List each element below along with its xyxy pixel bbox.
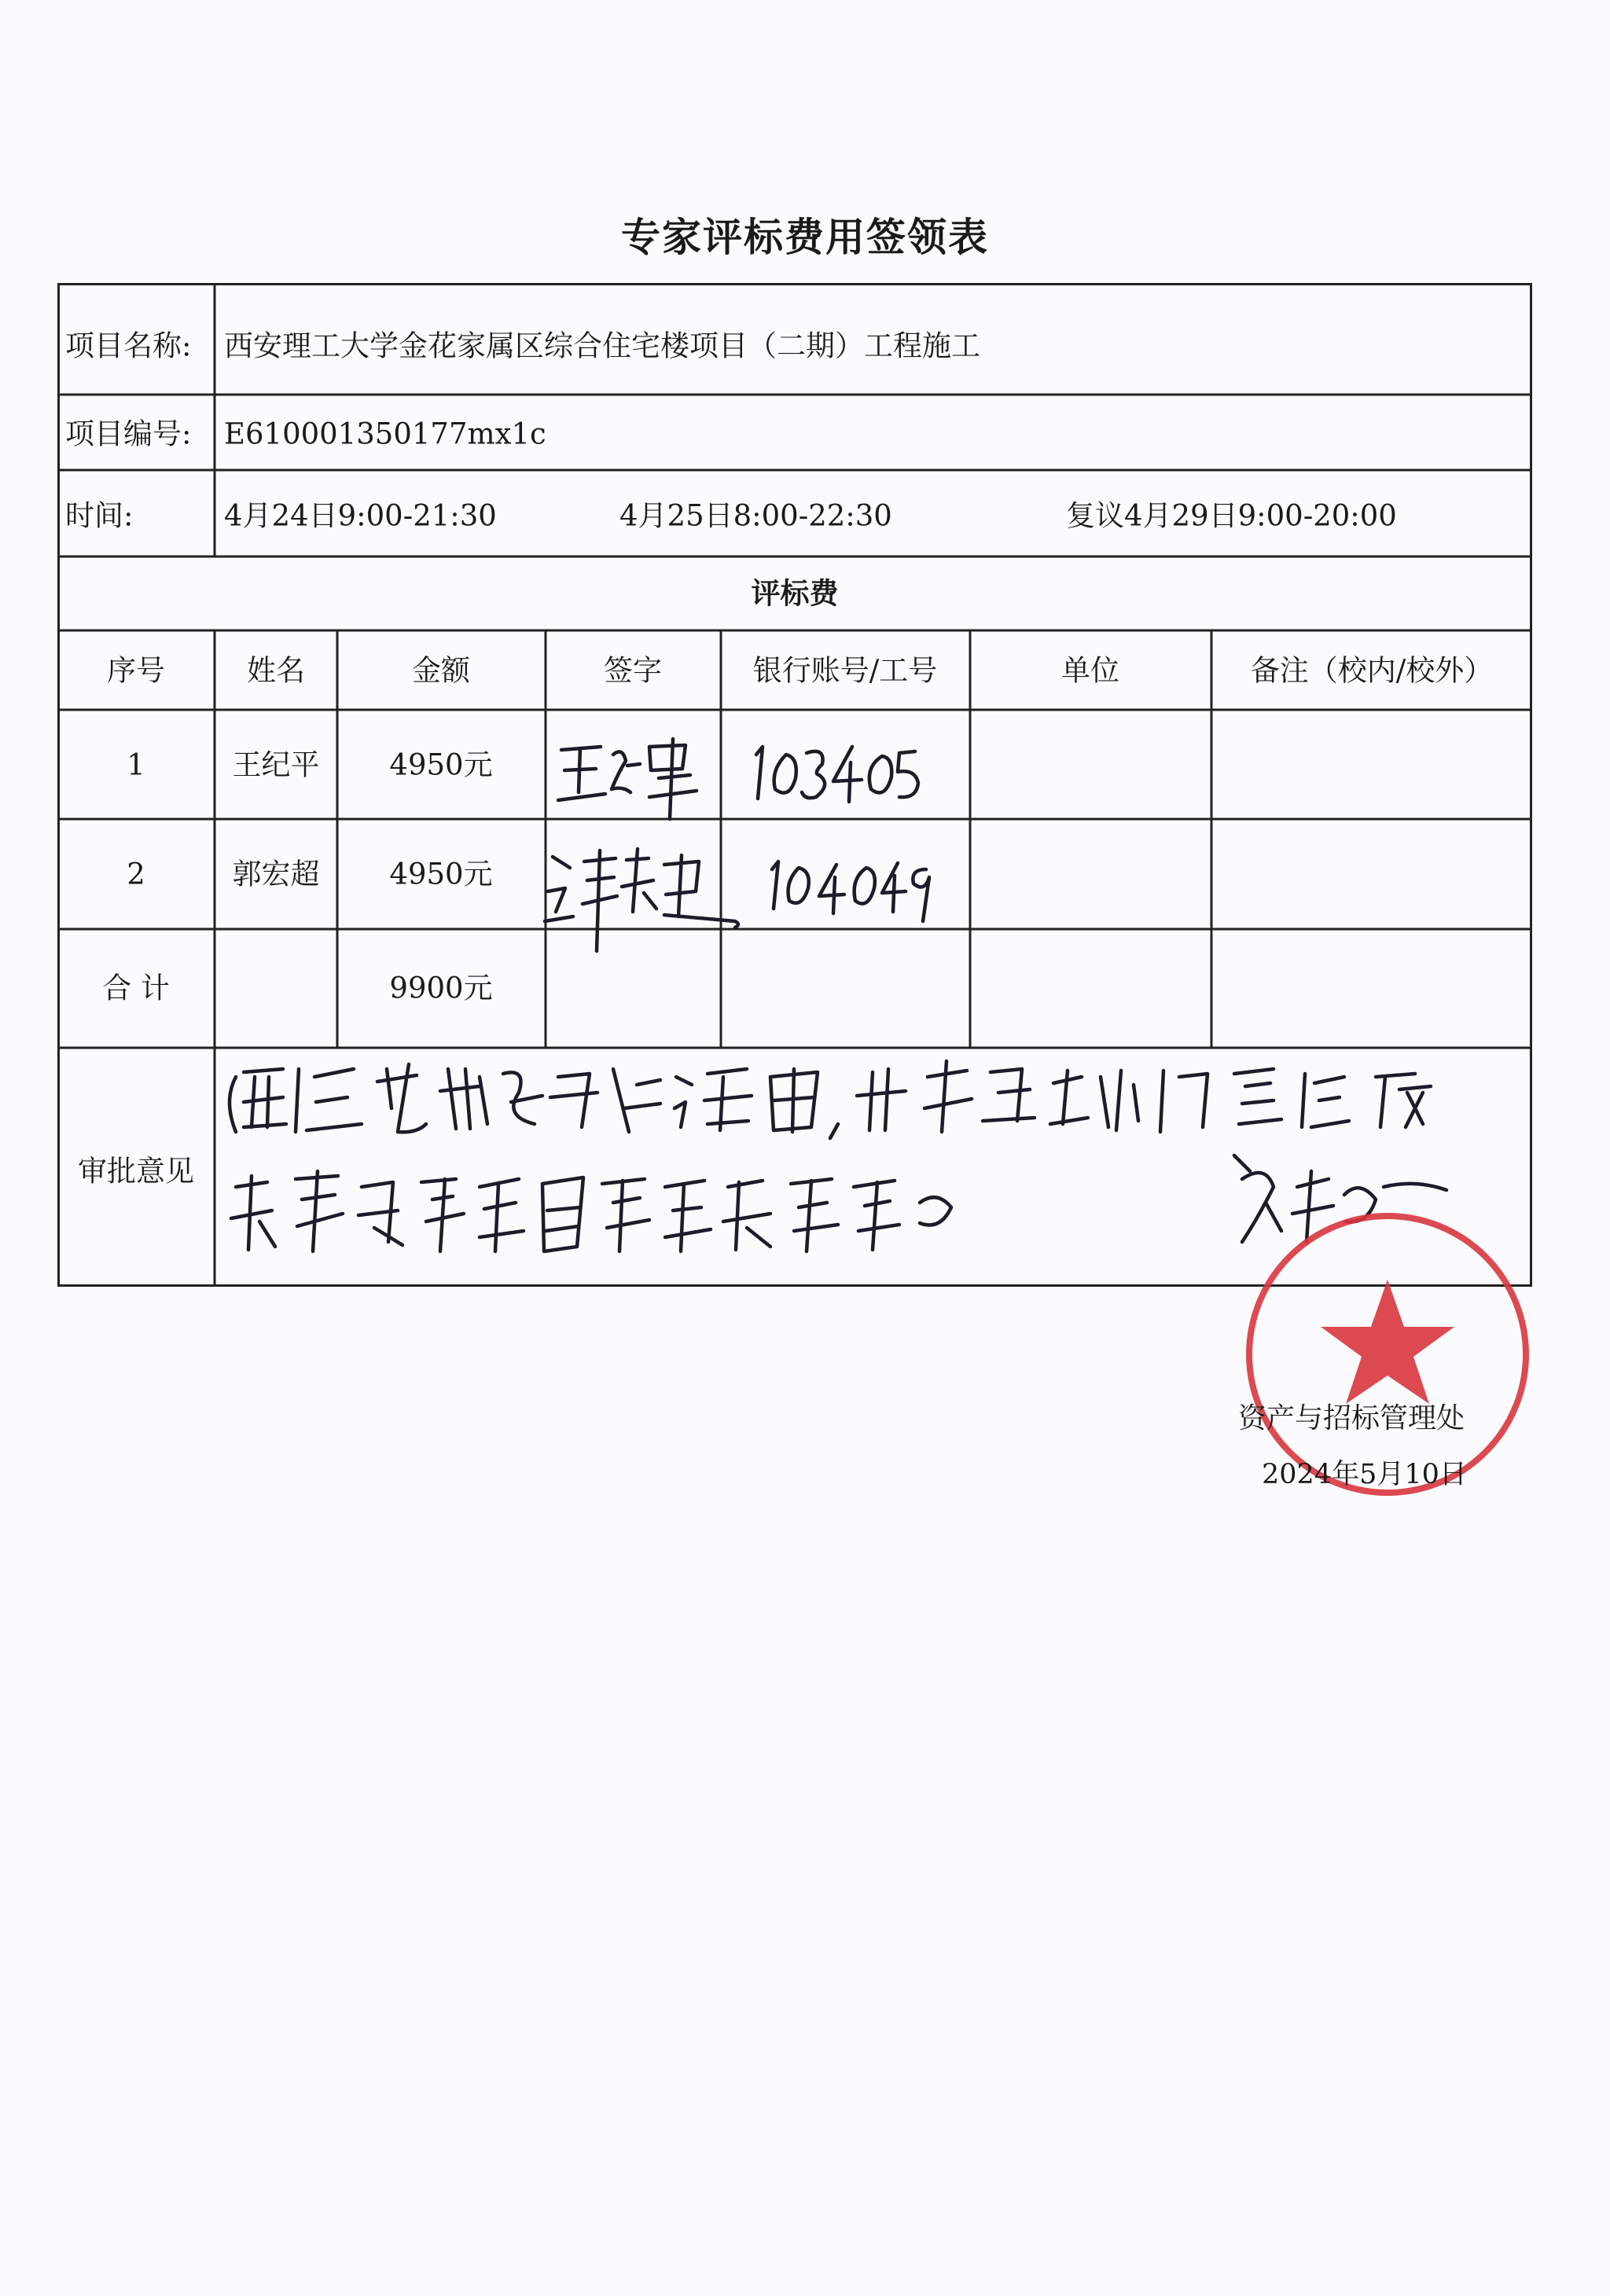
header-signature: 签字 xyxy=(604,653,662,688)
project-number-value: E610001350177mx1c xyxy=(224,417,546,451)
row-1-amount: 4950元 xyxy=(389,748,493,782)
row-1-name: 王纪平 xyxy=(232,748,320,782)
header-account: 银行账号/工号 xyxy=(752,653,938,688)
row-2-amount: 4950元 xyxy=(389,857,493,891)
header-no: 序号 xyxy=(107,653,165,688)
header-unit: 单位 xyxy=(1061,653,1119,688)
footer-date: 2024年5月10日 xyxy=(1262,1459,1467,1490)
header-amount: 金额 xyxy=(412,653,470,688)
time-day-2: 4月25日8:00-22:30 xyxy=(619,498,892,533)
project-name-value: 西安理工大学金花家属区综合住宅楼项目（二期）工程施工 xyxy=(224,329,980,363)
fee-sign-table xyxy=(57,283,1532,1287)
header-remarks: 备注（校内/校外） xyxy=(1250,653,1494,688)
time-review: 复议4月29日9:00-20:00 xyxy=(1066,498,1397,533)
project-number-label: 项目编号: xyxy=(65,417,192,451)
form-title: 专家评标费用签领表 xyxy=(621,215,989,260)
time-day-1: 4月24日9:00-21:30 xyxy=(224,498,497,533)
row-2-no: 2 xyxy=(127,857,145,891)
footer-department: 资产与招标管理处 xyxy=(1238,1402,1465,1435)
row-1-no: 1 xyxy=(127,748,145,782)
row-2-name: 郭宏超 xyxy=(232,857,320,891)
approval-label: 审批意见 xyxy=(78,1154,194,1188)
project-name-label: 项目名称: xyxy=(65,329,192,363)
fee-section-title: 评标费 xyxy=(751,576,839,611)
time-label: 时间: xyxy=(65,498,134,533)
header-name: 姓名 xyxy=(247,653,305,688)
total-label: 合 计 xyxy=(102,971,170,1005)
total-amount: 9900元 xyxy=(389,971,493,1005)
